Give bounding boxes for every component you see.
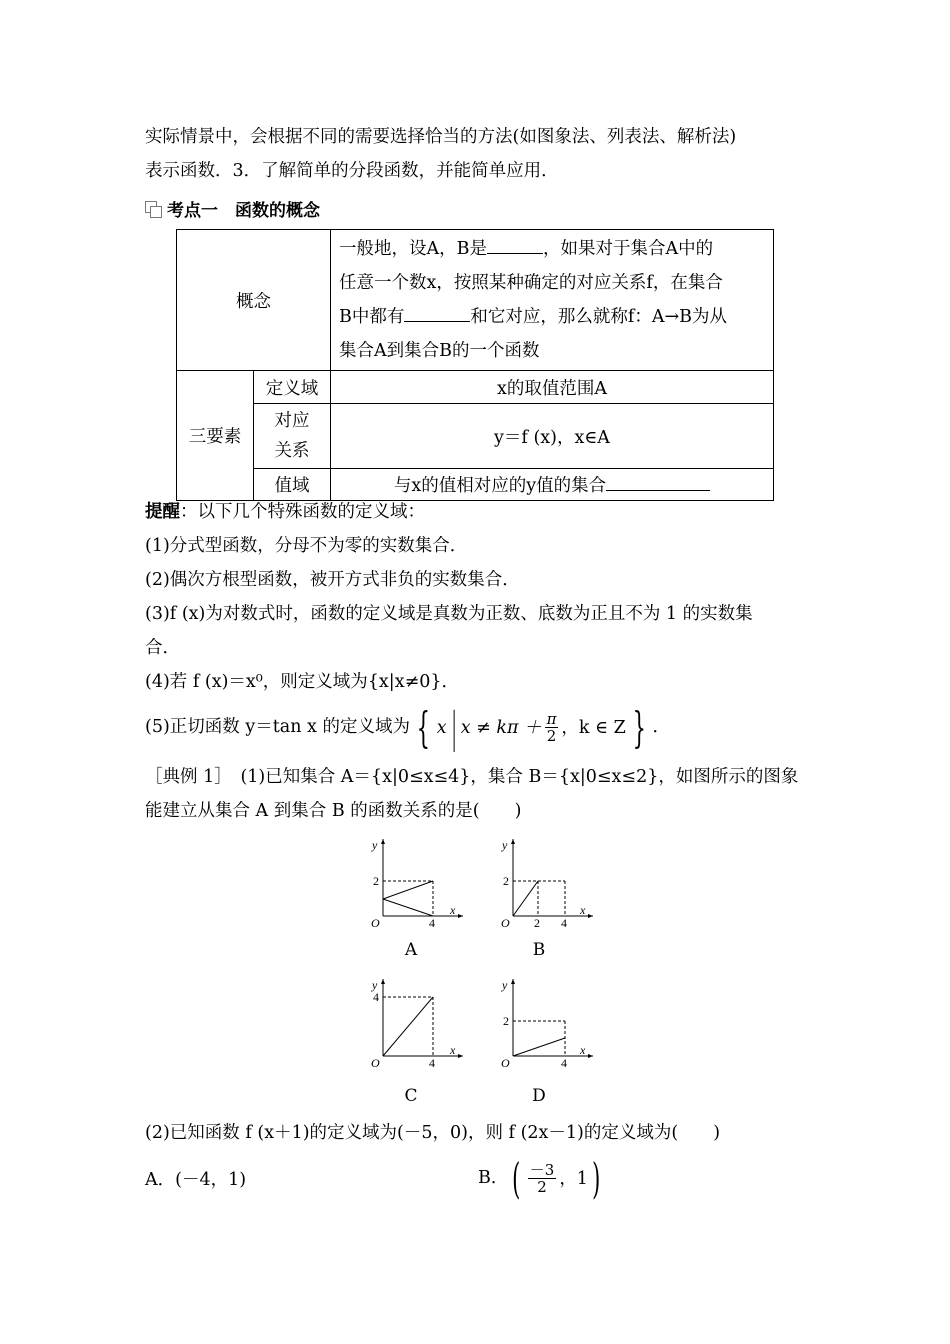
svg-text:y: y xyxy=(502,838,508,852)
svg-text:O: O xyxy=(501,916,510,928)
graph-c xyxy=(358,973,468,1068)
section-icon xyxy=(145,201,161,217)
svg-text:2: 2 xyxy=(534,916,540,928)
graph-a-label: A xyxy=(404,940,418,960)
svg-text:x: x xyxy=(450,1043,456,1057)
svg-text:2: 2 xyxy=(503,1014,509,1028)
svg-text:4: 4 xyxy=(373,990,379,1004)
question-2: (2)已知函数 f (x＋1)的定义域为(－5，0)，则 f (2x－1)的定义域为( ) xyxy=(145,1123,721,1143)
graph-b xyxy=(488,833,598,928)
range-label: 值域 xyxy=(254,469,331,501)
svg-text:x: x xyxy=(450,903,456,917)
graph-c-label: C xyxy=(404,1086,418,1106)
svg-text:4: 4 xyxy=(561,1056,567,1068)
graph-b-label: B xyxy=(532,940,546,960)
graph-a xyxy=(358,833,468,928)
example-line-1: ［典例 1］ (1)已知集合 A＝{x|0≤x≤4}，集合 B＝{x|0≤x≤2}，如图所示的图象 xyxy=(145,767,799,787)
concept-label: 概念 xyxy=(177,230,331,371)
concept-text: 一般地，设A，B是 ，如果对于集合A中的 任意一个数x，按照某种确定的对应关系f，在集合 B中都有 和它对应，那么就称f：A→B为从 集合A到集合B的一个函数 xyxy=(331,230,774,371)
tip-3b: 合． xyxy=(145,638,180,658)
svg-text:4: 4 xyxy=(561,916,567,928)
tip-1: (1)分式型函数，分母不为零的实数集合． xyxy=(145,536,468,556)
range-text: 与x的值相对应的y值的集合 xyxy=(331,469,774,501)
domain-label: 定义域 xyxy=(254,371,331,404)
graph-d-label: D xyxy=(532,1086,546,1106)
svg-text:4: 4 xyxy=(429,916,435,928)
tangent-domain-set: { x | x ≠ kπ ＋ $\frac{\pi}{2}$ ，k ∈ Z } xyxy=(416,702,646,752)
svg-text:2: 2 xyxy=(503,874,509,888)
option-a: A．(－4，1) xyxy=(145,1170,247,1190)
svg-text:x: x xyxy=(580,903,586,917)
svg-text:x: x xyxy=(580,1043,586,1057)
intro-line-2: 表示函数．3．了解简单的分段函数，并能简单应用． xyxy=(145,161,559,181)
tip-4: (4)若 f (x)＝x⁰，则定义域为{x|x≠0}． xyxy=(145,672,459,692)
svg-text:O: O xyxy=(371,916,380,928)
tips-intro: 提醒：以下几个特殊函数的定义域： xyxy=(145,502,425,522)
svg-text:O: O xyxy=(501,1056,510,1068)
rule-label: 对应 关系 xyxy=(254,404,331,469)
three-elements-label: 三要素 xyxy=(177,371,254,501)
graph-d xyxy=(488,973,598,1068)
concept-table xyxy=(176,229,774,501)
section-heading xyxy=(145,196,320,221)
rule-text: y＝f (x)，x∈A xyxy=(331,404,774,469)
section-title: 考点一 函数的概念 xyxy=(167,201,320,221)
svg-text:2: 2 xyxy=(373,874,379,888)
svg-text:O: O xyxy=(371,1056,380,1068)
svg-text:y: y xyxy=(372,838,378,852)
svg-text:y: y xyxy=(502,978,508,992)
svg-text:4: 4 xyxy=(429,1056,435,1068)
example-line-2: 能建立从集合 A 到集合 B 的函数关系的是( ) xyxy=(145,801,522,821)
tip-3a: (3)f (x)为对数式时，函数的定义域是真数为正数、底数为正且不为 1 的实数集 xyxy=(145,604,753,624)
option-b: B． ( $\frac{-3}{2}$ ，1 ) xyxy=(478,1153,601,1203)
intro-line-1: 实际情景中，会根据不同的需要选择恰当的方法(如图象法、列表法、解析法) xyxy=(145,127,737,147)
domain-text: x的取值范围A xyxy=(331,371,774,404)
tip-5: (5)正切函数 y＝tan x 的定义域为 { x | x ≠ kπ ＋ $\frac{\pi}{2}$ ，k ∈ Z } ． xyxy=(145,702,670,752)
tip-2: (2)偶次方根型函数，被开方式非负的实数集合． xyxy=(145,570,520,590)
svg-text:y: y xyxy=(372,978,378,992)
